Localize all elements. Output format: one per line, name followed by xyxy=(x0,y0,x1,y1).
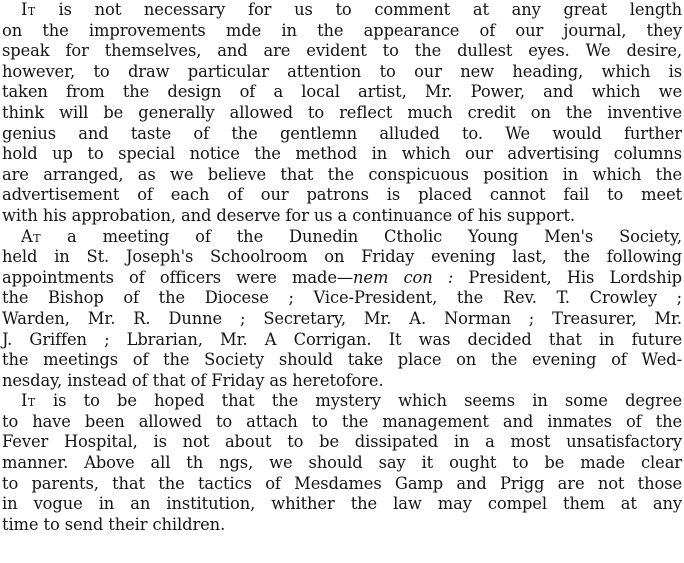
text-line: nesday, instead of that of Friday as heretofore. xyxy=(2,370,384,390)
text-line: to parents, that the tactics of Mesdames Gamp and Prigg are not those xyxy=(2,473,682,493)
italic-phrase: nem con : xyxy=(353,267,454,287)
text-line: taken from the design of a local artist, Mr. Power, and which we xyxy=(2,82,682,102)
text-line: with his approbation, and deserve for us a continuance of his support. xyxy=(2,205,576,225)
text-line: speak for themselves, and are evident to the dullest eyes. We desire, xyxy=(2,41,682,61)
line-text: appointments of officers were made— xyxy=(2,267,354,287)
paragraph-society-meeting xyxy=(2,227,682,392)
text-line: advertisement of each of our patrons is placed cannot fail to meet xyxy=(2,185,682,205)
line-text: is to be hoped that the mystery which seems in some degree xyxy=(35,391,682,411)
line-text: President, His Lordship xyxy=(453,267,682,287)
text-line: Fever Hospital, is not about to be dissipated in a most unsatisfactory xyxy=(2,432,682,452)
paragraph-lead-word: At xyxy=(21,226,42,246)
text-line: on the improvements mde in the appearance of our journal, they xyxy=(2,20,682,40)
text-line: to have been allowed to attach to the management and inmates of the xyxy=(2,411,682,431)
text-line: however, to draw particular attention to our new heading, which is xyxy=(2,61,682,81)
text-line: J. Griffen ; Lbrarian, Mr. A Corrigan. It was decided that in future xyxy=(2,329,682,349)
line-text: a meeting of the Dunedin Ctholic Young Men's Society, xyxy=(41,226,682,246)
paragraph-lead-word: It xyxy=(21,0,36,19)
text-line xyxy=(2,0,682,21)
text-line xyxy=(2,268,682,289)
paragraph-journal-improvements xyxy=(2,0,682,227)
text-line: the meetings of the Society should take place on the evening of Wed- xyxy=(2,350,682,370)
text-line xyxy=(2,391,682,412)
text-line: genius and taste of the gentlemn alluded to. We would further xyxy=(2,123,682,143)
text-line: hold up to special notice the method in which our advertising columns xyxy=(2,144,682,164)
paragraph-lead-word: It xyxy=(21,391,36,411)
text-line: Warden, Mr. R. Dunne ; Secretary, Mr. A. Norman ; Treasurer, Mr. xyxy=(2,308,682,328)
paragraph-fever-hospital xyxy=(2,391,682,535)
text-line: held in St. Joseph's Schoolroom on Friday evening last, the following xyxy=(2,247,682,267)
text-line: time to send their children. xyxy=(2,514,226,534)
text-line: the Bishop of the Diocese ; Vice-President, the Rev. T. Crowley ; xyxy=(2,288,682,308)
line-text: is not necessary for us to comment at any great length xyxy=(35,0,682,19)
text-line: are arranged, as we believe that the conspicuous position in which the xyxy=(2,164,682,184)
article-column xyxy=(2,0,682,535)
text-line: think will be generally allowed to reflect much credit on the inventive xyxy=(2,102,682,122)
text-line: in vogue in an institution, whither the law may compel them at any xyxy=(2,494,682,514)
text-line: manner. Above all th ngs, we should say it ought to be made clear xyxy=(2,453,682,473)
text-line xyxy=(2,227,682,248)
